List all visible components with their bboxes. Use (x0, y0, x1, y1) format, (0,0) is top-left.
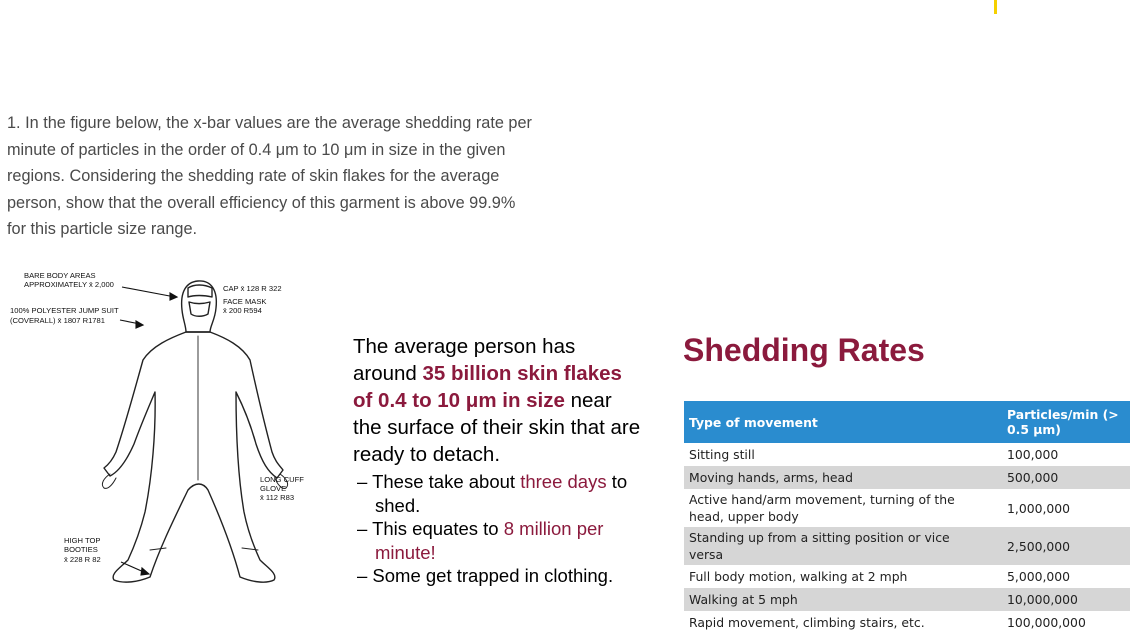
face-mask-shape (189, 302, 210, 316)
intro-text-1: The average person has around (353, 335, 576, 385)
cleanroom-suit-figure (0, 262, 330, 623)
bullet-2-accent: 8 million per minute! (375, 518, 604, 563)
goggle-band (188, 285, 212, 297)
rate-cell: 5,000,000 (1007, 569, 1071, 584)
table-header-row (684, 401, 1130, 443)
bullet-1-text: – These take about (357, 471, 521, 492)
bullet-3-text: – Some get trapped in clothing. (357, 565, 614, 586)
rate-cell: 100,000,000 (1007, 615, 1086, 630)
col-header-movement: Type of movement (684, 401, 992, 443)
question-text: 1. In the figure below, the x-bar values are the average shedding rate per minute of particles in the order of 0.4 μm to 10 μm in size in the given regions. Considering the shedding rate of skin flakes for the average person, show that the overall efficiency of this garment is above 99.9% for this particle size range. (7, 114, 532, 239)
intro-text-2: near the surface of their skin that are ready to detach. (353, 389, 641, 466)
movement-cell: Active hand/arm movement, turning of the head, upper body (689, 492, 955, 524)
table-row (684, 527, 1130, 565)
bullet-shed-time (353, 470, 643, 517)
table-row (684, 565, 1130, 588)
rate-cell: 500,000 (992, 466, 1130, 489)
label-glove-2: GLOVE (260, 484, 287, 493)
shedding-rates-title: Shedding Rates (683, 332, 925, 368)
table-row (684, 466, 1130, 489)
coverall-outline (104, 332, 283, 582)
label-jump-suit-2: (COVERALL) x̄ 1807 R1781 (10, 316, 105, 325)
intro-paragraph (353, 333, 643, 468)
bullet-rate (353, 517, 643, 564)
hood-outline (182, 281, 217, 332)
label-jump-suit-1: 100% POLYESTER JUMP SUIT (10, 306, 119, 315)
rate-cell: 10,000,000 (992, 588, 1130, 611)
label-booties-1: HIGH TOP (64, 536, 101, 545)
col-header-particles: Particles/min (> 0.5 μm) (992, 401, 1130, 443)
label-glove-3: x̄ 112 R83 (260, 493, 295, 502)
rate-cell: 1,000,000 (1007, 500, 1071, 516)
label-face-mask-2: x̄ 200 R594 (223, 306, 262, 315)
movement-cell: Sitting still (689, 447, 755, 462)
label-face-mask-1: FACE MASK (223, 297, 267, 306)
movement-cell: Walking at 5 mph (684, 588, 992, 611)
bootie-tops (150, 548, 258, 550)
label-cap: CAP x̄ 128 R 322 (223, 284, 282, 293)
label-booties-3: x̄ 228 R 82 (64, 555, 101, 564)
label-bare-body-1: BARE BODY AREAS (24, 271, 96, 280)
table-row (684, 588, 1130, 611)
rate-cell: 100,000 (1007, 447, 1059, 462)
movement-cell: Standing up from a sitting position or vice versa (684, 527, 992, 565)
bullet-1-end: to shed. (375, 471, 628, 516)
shedding-rates-table (684, 401, 1130, 634)
label-glove-1: LONG CUFF (260, 475, 304, 484)
movement-cell: Rapid movement, climbing stairs, etc. (689, 615, 925, 630)
label-booties-2: BOOTIES (64, 545, 98, 554)
bullet-1-accent: three days (520, 471, 607, 492)
yellow-marker (994, 0, 997, 14)
table-row (684, 489, 1130, 527)
movement-cell: Full body motion, walking at 2 mph (689, 569, 908, 584)
bullet-trapped (353, 564, 643, 588)
table-row (684, 443, 1130, 466)
skin-flakes-text (353, 333, 643, 588)
bullet-2-text: – This equates to (357, 518, 504, 539)
label-bare-body-2: APPROXIMATELY x̄ 2,000 (24, 280, 114, 289)
left-glove (102, 474, 116, 488)
intro-highlight: 35 billion skin flakes of 0.4 to 10 μm in size (353, 362, 622, 412)
rate-cell: 2,500,000 (992, 527, 1130, 565)
movement-cell: Moving hands, arms, head (684, 466, 992, 489)
bullet-list (353, 470, 643, 588)
